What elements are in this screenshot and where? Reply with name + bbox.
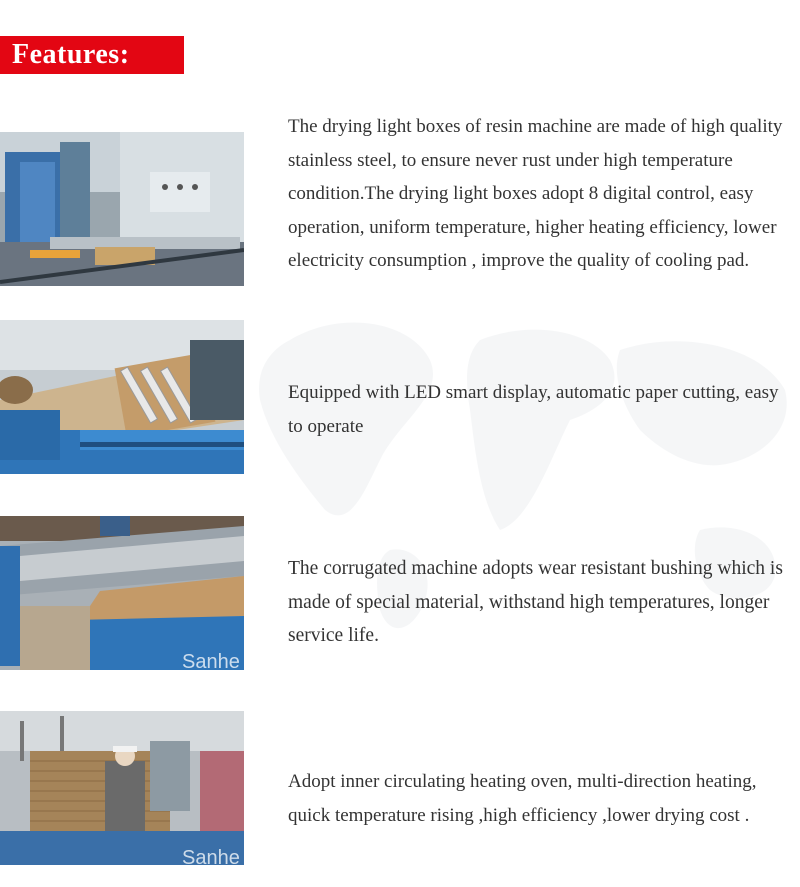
resin-drying-machine-photo xyxy=(0,132,244,286)
paper-cutting-rollers-photo xyxy=(0,320,244,474)
sanhe-watermark: Sanhe xyxy=(182,651,240,670)
heating-oven-photo xyxy=(0,711,244,865)
feature-description: The drying light boxes of resin machine are made of high quality stainless steel, to ensure never rust under high temperature condition.The drying light boxes adopt 8 digital control, easy operation, uniform temperature, higher heating efficiency, lower electricity consumption , improve the quality of cooling pad. xyxy=(288,116,783,271)
corrugated-machine-photo xyxy=(0,516,244,670)
feature-description: The corrugated machine adopts wear resistant bushing which is made of special material, withstand high temperatures, longer service life. xyxy=(288,558,783,646)
sanhe-watermark: Sanhe xyxy=(182,847,240,865)
feature-description: Equipped with LED smart display, automatic paper cutting, easy to operate xyxy=(288,382,779,437)
features-heading: Features: xyxy=(12,39,130,70)
features-banner xyxy=(0,36,184,74)
feature-description: Adopt inner circulating heating oven, multi-direction heating, quick temperature rising ,high efficiency ,lower drying cost . xyxy=(288,771,757,826)
